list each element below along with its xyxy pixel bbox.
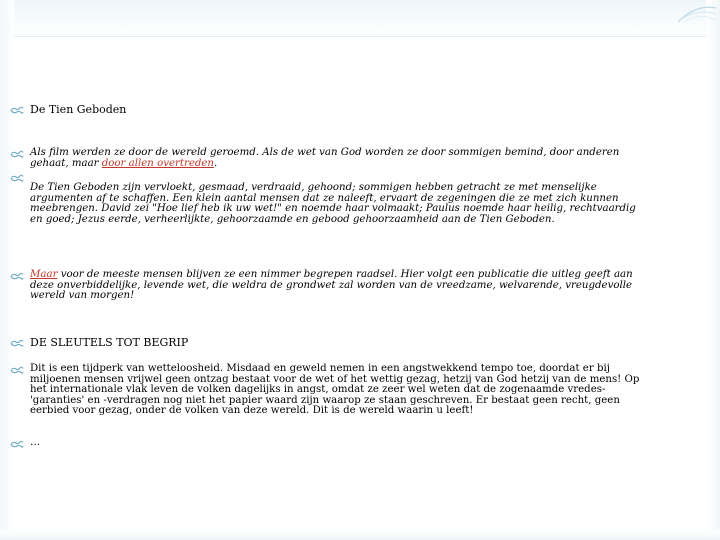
- highlight-overtreden: door allen overtreden: [101, 157, 214, 169]
- scroll-bullet-icon: [10, 150, 24, 160]
- paragraph-film-end: .: [213, 157, 218, 169]
- heading-tien-geboden: De Tien Geboden: [30, 103, 127, 116]
- highlight-maar: Maar: [30, 269, 58, 280]
- paragraph-maar: [30, 270, 650, 302]
- scroll-bullet-icon: [10, 174, 24, 184]
- scroll-bullet-icon: [10, 272, 24, 282]
- paragraph-wetteloosheid: Dit is een tijdperk van wetteloosheid. Misdaad en geweld nemen in een angstwekkend tempo toe, doordat er bij miljoenen mensen vrijwel geen ontzag bestaat voor de wet of het wettig gezag, hetzij van God hetzij van de mens! Op het internationale vlak leven de volken dagelijks in angst, omdat ze zeer wel weten dat de zogenaamde vredes-'garanties' en -verdragen nog niet het papier waard zijn waarop ze staan geschreven. Er bestaat geen recht, geen eerbied voor gezag, onder de volken van deze wereld. Dit is de wereld waarin u leeft!: [30, 363, 640, 417]
- scroll-bullet-icon: [10, 366, 24, 376]
- paragraph-film: [30, 148, 650, 169]
- paragraph-maar-text: voor de meeste mensen blijven ze een nimmer begrepen raadsel. Hier volgt een publicatie die uitleg geeft aan deze onverbiddelijke, levende wet, die weldra de grondwet zal worden van de vreedzame, welvarende, vreugdevolle wereld van morgen!: [30, 269, 633, 302]
- ellipsis: …: [30, 437, 41, 448]
- scroll-bullet-icon: [10, 106, 24, 116]
- paragraph-vervloekt: De Tien Geboden zijn vervloekt, gesmaad, verdraaid, gehoond; sommigen hebben getracht ze met menselijke argumenten af te schaffen. Een klein aantal mensen dat ze naleeft, ervaart de zegeningen die ze met zich kunnen meebrengen. David zei "Hoe lief heb ik uw wet!" en noemde haar volmaakt; Paulus noemde haar heilig, rechtvaardig en goed; Jezus eerde, verheerlijkte, gehoorzaamde en gebood gehoorzaamheid aan de Tien Geboden.: [30, 182, 636, 225]
- scroll-bullet-icon: [10, 339, 24, 349]
- paragraph-film-text: Als film werden ze door de wereld geroemd. Als de wet van God worden ze door sommigen bemind, door anderen gehaat, maar: [30, 147, 620, 169]
- scroll-bullet-icon: [10, 440, 24, 450]
- heading-sleutels: DE SLEUTELS TOT BEGRIP: [30, 336, 189, 349]
